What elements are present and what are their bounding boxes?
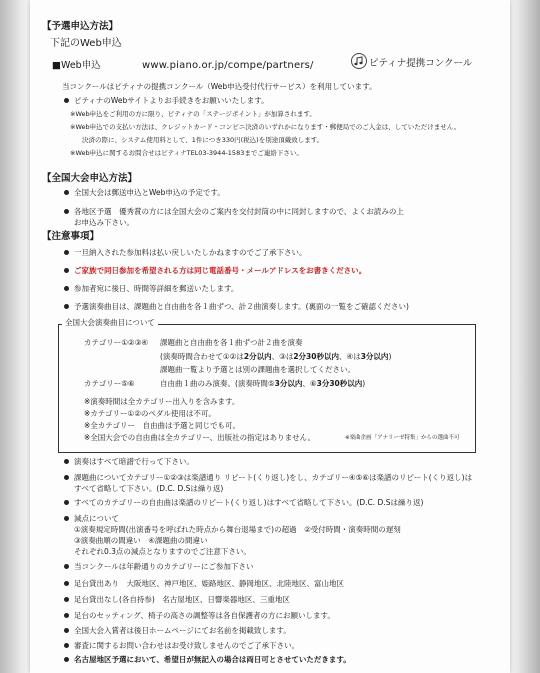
bullet (64, 268, 69, 273)
rule-age-category: 当コンクールは年齢通りのカテゴリーにご参加下さい (74, 562, 254, 571)
bullet (64, 613, 69, 618)
entry-url[interactable]: www.piano.or.jp/compe/partners/ (142, 60, 314, 71)
note-family-same-day: ご家族で同日参加を希望される方は同じ電話番号・メールアドレスをお書きください。 (74, 266, 367, 275)
note-web-procedure: ピティナのWebサイトよりお手続きをお願いいたします。 (74, 96, 269, 105)
bullet (64, 657, 69, 662)
category-5-6-label: カテゴリー⑤⑥ (84, 379, 135, 388)
rule-repeat-line1: 課題曲についてカテゴリー①②③は楽譜通り リピート(くり返し)をし、カテゴリー④⑤⑥は楽譜のリピート(くり返し)は (74, 473, 473, 482)
note-payment-method: ※Web申込での支払い方法は、クレジットカード・コンビニ決済のいずれかになります・郵便局でのご入金は、していただけません。 (70, 123, 461, 131)
rule-deduction-3: それぞれ0.3点の減点となりますのでご注意下さい。 (74, 547, 251, 556)
box-note-free-piece: ※全カテゴリー 自由曲は予選と同じでも可。 (84, 421, 240, 430)
rule-deduction-1: ①演奏規定時間(出演番号を呼ばれた時点から舞台退場まで)の超過 ②受付時間・演奏時間の遅刻 (74, 525, 401, 534)
left-frame-edge (0, 0, 30, 673)
bullet (64, 628, 69, 633)
bullet (64, 286, 69, 291)
note-system-fee: 決済の際に、システム使用料として、1件につき330円(税込)を別途頂戴致します。 (82, 136, 324, 144)
rule-judging-inquiry: 審査に関するお問い合わせはお受け致しませんのでご了承下さい。 (74, 641, 299, 650)
rule-footrest-none: 足台貸出なし(各自持参) 名古屋地区、日響楽器地区、三重地区 (74, 595, 290, 604)
rule-setting: 足台のセッティング、椅子の高さの調整等は各自保護者の方にお願いします。 (74, 611, 335, 620)
rule-deduction-2: ③演奏曲順の間違い ④課題曲の間違い (74, 536, 208, 545)
rule-repeat-line2: すべて省略して下さい。(D.C. D.Sは繰り返) (74, 484, 224, 493)
note-contact: ※Web申込に関するお問合せはピティナTEL03-3944-1583までご連絡下さい。 (70, 149, 303, 157)
bullet (64, 581, 69, 586)
bullet (64, 643, 69, 648)
category-1-4-time: (演奏時間合わせて①②は2分以内、③は2分30秒以内、④は3分以内) (160, 352, 392, 361)
note-no-refund: 一旦納入された参加料は払い戻しいたしかねますのでご了承下さい。 (74, 248, 307, 257)
category-5-6-rule: 自由曲１曲のみ演奏。(演奏時間⑤3分以内、⑥3分30秒以内) (160, 379, 366, 388)
rule-winners-web: 全国大会入賞者は後日ホームページにてお名前を掲載致します。 (74, 626, 291, 635)
bullet (64, 250, 69, 255)
bullet (64, 475, 69, 480)
web-entry-label: ■Web申込 (52, 60, 101, 71)
section-subheading: 下記のWeb申込 (50, 38, 122, 49)
rule-free-repeat: すべてのカテゴリーの自由曲は楽譜のリピート(くり返し)はすべて省略して下さい。(D.C. D.Sは繰り返) (74, 498, 424, 507)
music-note-icon (351, 53, 367, 69)
note-preliminary-pieces: 予選演奏曲目は、課題曲と自由曲を各１曲ずつ、計２曲演奏します。(裏面の一覧をご確認ください) (74, 302, 409, 311)
bullet (64, 459, 69, 464)
bullet (64, 190, 69, 195)
box-small-note: ※楽曲企画「アナリーゼ特集」からの選曲不可 (345, 435, 460, 441)
box-title: 全国大会演奏曲目について (62, 319, 158, 327)
bullet (64, 500, 69, 505)
note-stage-point: ※Web申込をご利用の方に限り、ピティナの「ステージポイント」が加算されます。 (70, 110, 316, 118)
box-note-pedal: ※カテゴリー①②のペダル使用は不可。 (84, 409, 216, 418)
bullet (64, 597, 69, 602)
bullet (64, 564, 69, 569)
rule-nagoya-date: 名古屋地区予選において、希望日が無記入の場合は両日可とさせていただきます。 (74, 655, 351, 664)
category-1-4-rule: 課題曲と自由曲を各１曲ずつ計２曲を演奏 (160, 338, 303, 347)
national-guide-line2: お申込み下さい。 (74, 218, 134, 227)
category-1-4-label: カテゴリー①②③④ (84, 338, 149, 347)
section-heading-entry: 【予選申込方法】 (42, 21, 119, 32)
section-heading-notes: 【注意事項】 (42, 231, 100, 242)
rule-deduction: 減点について (74, 514, 119, 523)
bullet (64, 516, 69, 521)
rule-memorize: 演奏はすべて暗譜で行って下さい。 (74, 457, 194, 466)
national-entry-method: 全国大会は郵送申込とWeb申込の予定です。 (74, 188, 225, 197)
right-frame-edge (510, 0, 540, 673)
logo-text: ピティナ提携コンクール (369, 58, 473, 69)
note-partner-service: 当コンクールはピティナの提携コンクール（Web申込受付代行サービス）を利用しています。 (62, 82, 377, 91)
bullet (64, 209, 69, 214)
rule-footrest-available: 足台貸出あり 大阪地区、神戸地区、姫路地区、静岡地区、北陸地区、富山地区 (74, 579, 344, 588)
bullet (64, 98, 69, 103)
box-note-time: ※演奏時間は全カテゴリー出入りを含みます。 (84, 397, 240, 406)
box-note-publisher: ※全国大会での自由曲は全カテゴリー、出版社の指定はありません。 (84, 433, 316, 442)
category-1-4-selection: 課題曲一覧より予選とは別の課題曲を選択してください。 (160, 365, 355, 374)
note-mail-details: 参加者宛に後日、時間等詳細を郵送いたします。 (74, 284, 239, 293)
national-guide-line1: 各地区予選 優秀賞の方には全国大会のご案内を交付封筒の中に同封しますので、よくお読みの上 (74, 207, 404, 216)
section-heading-national: 【全国大会申込方法】 (42, 173, 138, 184)
bullet (64, 304, 69, 309)
